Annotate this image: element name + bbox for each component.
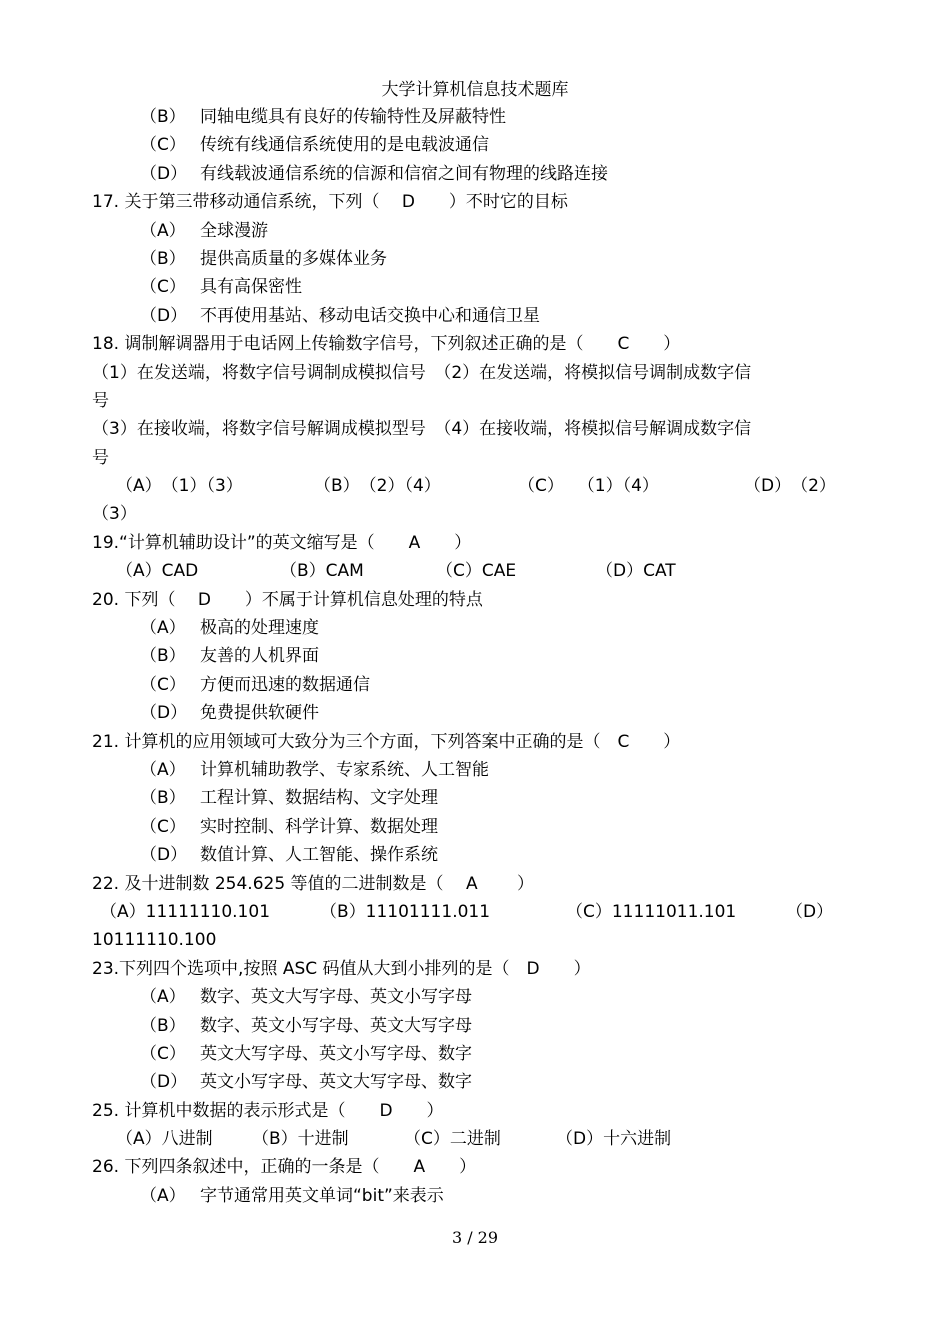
option-label: （B） [140, 788, 186, 809]
option-text: 计算机辅助教学、专家系统、人工智能 [200, 759, 489, 780]
inline-option: （D）CAT [596, 561, 676, 582]
option-label: （C） [140, 816, 186, 837]
option-label: （B） [140, 107, 186, 127]
answer-option [92, 1012, 852, 1040]
option-text: 数值计算、人工智能、操作系统 [200, 845, 438, 866]
answer-option [92, 756, 852, 784]
answer-option [92, 784, 852, 812]
option-label: （A） [140, 220, 186, 241]
answer-option [92, 983, 852, 1011]
option-label: （A） [140, 759, 186, 780]
question-text: 21. 计算机的应用领域可大致分为三个方面，下列答案中正确的是（ C ） [92, 731, 681, 752]
option-label: （B） [140, 1015, 186, 1036]
question-text: 23.下列四个选项中,按照 ASC 码值从大到小排列的是（ D ） [92, 958, 591, 979]
answer-option [92, 131, 852, 159]
answer-option [92, 699, 852, 727]
inline-option: （B） （2）（4） [314, 476, 441, 497]
option-label: （D） [140, 163, 188, 184]
question-text: 17. 关于第三带移动通信系统，下列（ D ）不时它的目标 [92, 192, 568, 213]
answer-option [92, 642, 852, 670]
question-text: 25. 计算机中数据的表示形式是（ D ） [92, 1100, 444, 1121]
question-text: 26. 下列四条叙述中，正确的一条是（ A ） [92, 1157, 477, 1178]
inline-option: （D） （2） [744, 476, 836, 497]
option-label: （C） [140, 674, 186, 695]
option-text: 不再使用基站、移动电话交换中心和通信卫星 [200, 305, 540, 326]
inline-option: （B）十进制 [252, 1129, 349, 1150]
option-text: 实时控制、科学计算、数据处理 [200, 816, 438, 837]
answer-option [92, 273, 852, 301]
inline-option: （C）CAE [436, 561, 517, 582]
option-label: （A） [140, 618, 186, 639]
option-text: 字节通常用英文单词“bit”来表示 [200, 1185, 444, 1206]
answer-option [92, 1040, 852, 1068]
inline-option: （B）11101111.011 [320, 901, 491, 922]
inline-option: （A） （1）（3） [116, 476, 243, 497]
option-text: 工程计算、数据结构、文字处理 [200, 788, 438, 809]
answer-option [92, 217, 852, 245]
option-text: 极高的处理速度 [200, 618, 319, 639]
answer-option [92, 245, 852, 273]
option-label: （D） [140, 703, 188, 724]
inline-option: （D）十六进制 [556, 1129, 672, 1150]
answer-option [92, 841, 852, 869]
question-text: 10111110.100 [92, 930, 217, 951]
option-label: （C） [140, 135, 186, 156]
question-list [92, 103, 852, 1210]
option-text: 同轴电缆具有良好的传输特性及屏蔽特性 [200, 107, 506, 127]
question-text: 号 [92, 390, 109, 411]
option-text: 有线载波通信系统的信源和信宿之间有物理的线路连接 [200, 163, 608, 184]
option-text: 提供高质量的多媒体业务 [200, 248, 387, 269]
inline-options-row [92, 1125, 852, 1153]
answer-option [92, 614, 852, 642]
question-text: 号 [92, 447, 109, 468]
answer-option [92, 302, 852, 330]
question-text: 22. 及十进制数 254.625 等值的二进制数是（ A ） [92, 873, 534, 894]
answer-option [92, 103, 852, 131]
option-text: 友善的人机界面 [200, 646, 319, 667]
question-text: （1）在发送端，将数字信号调制成模拟信号 （2）在发送端，将模拟信号调制成数字信 [92, 362, 752, 383]
inline-option: （D） [786, 901, 834, 922]
inline-option: （A）11111110.101 [100, 901, 271, 922]
option-text: 英文小写字母、英文大写字母、数字 [200, 1072, 472, 1093]
inline-option: （A）八进制 [116, 1129, 213, 1150]
option-label: （C） [140, 277, 186, 298]
inline-option: （B）CAM [280, 561, 364, 582]
answer-option [92, 671, 852, 699]
option-text: 免费提供软硬件 [200, 703, 319, 724]
option-text: 具有高保密性 [200, 277, 302, 298]
inline-option: （C） （1）（4） [518, 476, 659, 497]
page-number: 3 / 29 [451, 1228, 499, 1247]
option-label: （D） [140, 845, 188, 866]
option-label: （B） [140, 248, 186, 269]
inline-option: （C）11111011.101 [566, 901, 737, 922]
question-text: （3） [92, 504, 137, 525]
question-text: 20. 下列（ D ）不属于计算机信息处理的特点 [92, 589, 483, 610]
option-text: 数字、英文小写字母、英文大写字母 [200, 1015, 472, 1036]
question-text: 19.“计算机辅助设计”的英文缩写是（ A ） [92, 532, 472, 553]
option-text: 全球漫游 [200, 220, 268, 241]
inline-option: （A）CAD [116, 561, 199, 582]
question-text: （3）在接收端，将数字信号解调成模拟型号 （4）在接收端，将模拟信号解调成数字信 [92, 419, 752, 440]
question-text: 18. 调制解调器用于电话网上传输数字信号，下列叙述正确的是（ C ） [92, 334, 681, 355]
answer-option [92, 160, 852, 188]
inline-option: （C）二进制 [404, 1129, 501, 1150]
inline-options-row [92, 557, 852, 585]
option-label: （D） [140, 1072, 188, 1093]
option-label: （C） [140, 1043, 186, 1064]
inline-options-row [92, 472, 852, 500]
answer-option [92, 813, 852, 841]
option-label: （D） [140, 305, 188, 326]
option-label: （A） [140, 1185, 186, 1206]
option-label: （A） [140, 987, 186, 1008]
option-text: 英文大写字母、英文小写字母、数字 [200, 1043, 472, 1064]
inline-options-row [92, 898, 852, 926]
option-label: （B） [140, 646, 186, 667]
answer-option [92, 1182, 852, 1210]
option-text: 传统有线通信系统使用的是电载波通信 [200, 135, 489, 156]
answer-option [92, 1068, 852, 1096]
option-text: 数字、英文大写字母、英文小写字母 [200, 987, 472, 1008]
option-text: 方便而迅速的数据通信 [200, 674, 370, 695]
page-header-title: 大学计算机信息技术题库 [381, 80, 569, 100]
